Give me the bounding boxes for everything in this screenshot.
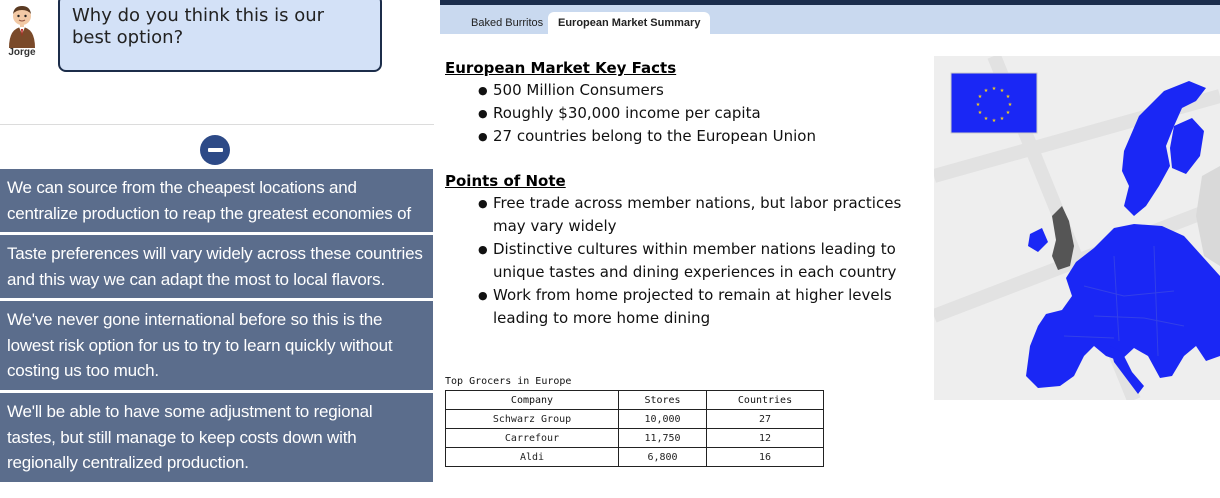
cell-stores: 6,800: [619, 448, 707, 467]
key-facts-heading: European Market Key Facts: [445, 59, 677, 77]
cell-stores: 10,000: [619, 410, 707, 429]
table-row: [446, 448, 824, 467]
minus-icon: [208, 148, 223, 152]
cell-company: Carrefour: [446, 429, 619, 448]
tab-bar: [440, 5, 1220, 34]
cell-company: Aldi: [446, 448, 619, 467]
list-item: ● 27 countries belong to the European Union: [478, 125, 922, 148]
svg-text:★: ★: [977, 110, 983, 116]
table-caption: Top Grocers in Europe: [445, 376, 572, 387]
question-text: Why do you think this is our best option?: [72, 5, 325, 48]
column-header-stores: Stores: [619, 391, 707, 410]
svg-text:★: ★: [1005, 110, 1011, 116]
points-heading: Points of Note: [445, 172, 566, 190]
table-header-row: [446, 391, 824, 410]
answer-option-2[interactable]: Taste preferences will vary widely across these countries and this way we can adapt the most to local flavors.: [0, 235, 433, 298]
svg-text:★: ★: [991, 86, 997, 92]
list-item: ● Work from home projected to remain at higher levels leading to more home dining: [478, 284, 922, 330]
svg-text:★: ★: [977, 94, 983, 100]
europe-map: [934, 56, 1220, 400]
cell-countries: 16: [707, 448, 824, 467]
svg-text:★: ★: [999, 116, 1005, 122]
svg-text:★: ★: [991, 118, 997, 124]
cell-company: Schwarz Group: [446, 410, 619, 429]
answer-option-1[interactable]: We can source from the cheapest locations and centralize production to reap the greatest economies of: [0, 169, 433, 232]
eu-flag-icon: [951, 73, 1037, 133]
tab-baked-burritos[interactable]: Baked Burritos: [471, 17, 544, 29]
list-item: ● 500 Million Consumers: [478, 79, 922, 102]
list-item: ● Roughly $30,000 income per capita: [478, 102, 922, 125]
svg-text:★: ★: [1007, 102, 1013, 108]
list-item: ● Distinctive cultures within member nations leading to unique tastes and dining experiences in each country: [478, 238, 922, 284]
document-panel: [440, 0, 1220, 498]
svg-text:★: ★: [975, 102, 981, 108]
table-row: [446, 410, 824, 429]
cell-stores: 11,750: [619, 429, 707, 448]
chat-panel: [0, 0, 434, 498]
table-row: [446, 429, 824, 448]
answer-option-3[interactable]: We've never gone international before so this is the lowest risk option for us to try to learn quickly without costing us too much.: [0, 301, 433, 390]
cell-countries: 12: [707, 429, 824, 448]
speaker-name: Jorge: [8, 47, 36, 58]
svg-text:★: ★: [983, 116, 989, 122]
collapse-button[interactable]: [200, 135, 230, 165]
answer-option-4[interactable]: We'll be able to have some adjustment to regional tastes, but still manage to keep costs down with regionally centralized production.: [0, 393, 433, 482]
column-header-company: Company: [446, 391, 619, 410]
grocers-table: [445, 390, 824, 467]
divider: [0, 124, 434, 125]
tab-european-market-summary[interactable]: European Market Summary: [548, 12, 710, 34]
svg-text:★: ★: [1005, 94, 1011, 100]
cell-countries: 27: [707, 410, 824, 429]
list-item: ● Free trade across member nations, but labor practices may vary widely: [478, 192, 922, 238]
europe-map-image: [934, 56, 1220, 400]
svg-text:★: ★: [983, 88, 989, 94]
key-facts-list: [478, 79, 922, 148]
avatar: [6, 4, 38, 48]
speech-bubble: [58, 0, 382, 72]
column-header-countries: Countries: [707, 391, 824, 410]
svg-text:★: ★: [999, 88, 1005, 94]
points-list: [478, 192, 922, 330]
